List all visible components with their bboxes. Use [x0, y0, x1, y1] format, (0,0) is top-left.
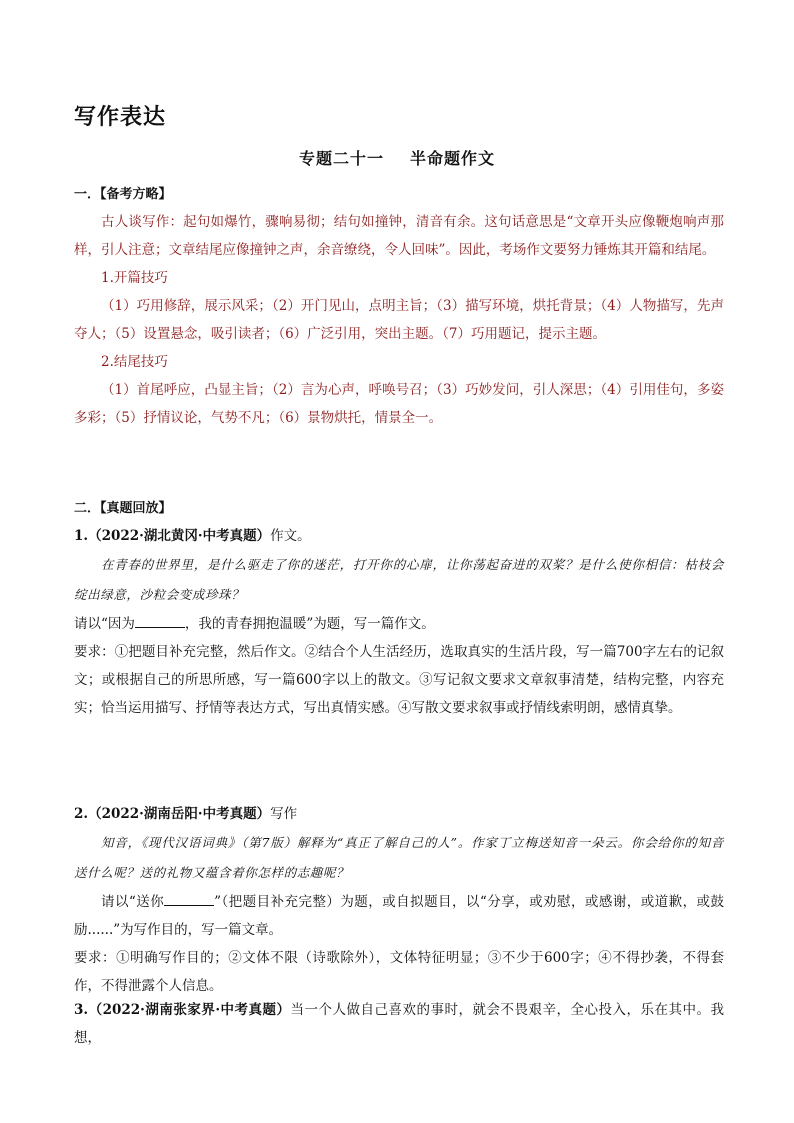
topic-number: 专题二十一: [298, 149, 384, 168]
topic-title: [0, 146, 794, 169]
ending-skills-label: 2.结尾技巧: [101, 354, 168, 370]
part1-heading: 一．【备考方略】: [74, 187, 172, 202]
question-2-type: 写作: [270, 806, 298, 822]
question-1: [74, 522, 724, 722]
question-3: [74, 996, 724, 1052]
question-3-text: 当一个人做自己喜欢的事时，就会不畏艰辛，全心投入，乐在其中。我想，: [74, 1002, 724, 1046]
topic-name: 半命题作文: [410, 149, 496, 168]
question-3-title: [74, 996, 724, 1052]
opening-skills-label: 1.开篇技巧: [101, 270, 168, 286]
ending-skills-text: （1）首尾呼应，凸显主旨；（2）言为心声，呼唤号召；（3）巧妙发问，引人深思；（4）引用佳句，多姿多彩；（5）抒情议论，气势不凡；（6）景物烘托，情景全一。: [74, 382, 724, 426]
part2-heading: 二．【真题回放】: [74, 501, 172, 516]
question-2-title: [74, 800, 724, 828]
question-1-material: 在青春的世界里，是什么驱走了你的迷茫，打开你的心扉，让你荡起奋进的双桨？是什么使你相信：枯枝会绽出绿意，沙粒会变成珍珠？: [74, 557, 724, 602]
question-3-source: 3.（2022·湖南张家界·中考真题）: [74, 1002, 291, 1018]
opening-skills-text: （1）巧用修辞，展示风采；（2）开门见山，点明主旨；（3）描写环境，烘托背景；（4）人物描写，先声夺人；（5）设置悬念，吸引读者；（6）广泛引用，突出主题。（7）巧用题记，提示主题。: [74, 298, 724, 342]
question-2: [74, 800, 724, 1000]
question-1-source: 1.（2022·湖北黄冈·中考真题）: [74, 528, 271, 544]
question-2-source: 2.（2022·湖南岳阳·中考真题）: [74, 806, 271, 822]
question-1-requirements: 要求：①把题目补充完整，然后作文。②结合个人生活经历，选取真实的生活片段，写一篇700字左右的记叙文；或根据自己的所思所感，写一篇600字以上的散文。③写记叙文要求文章叙事清楚，结构完整，内容充实；恰当运用描写、抒情等表达方式，写出真情实感。④写散文要求叙事或抒情线索明朗，感情真挚。: [74, 644, 724, 716]
question-1-type: 作文。: [270, 528, 311, 544]
title-blank: [164, 891, 214, 906]
strategy-section: [74, 208, 724, 432]
question-2-requirements: 要求：①明确写作目的；②文体不限（诗歌除外），文体特征明显；③不少于600字；④不得抄袭，不得套作，不得泄露个人信息。: [74, 950, 724, 994]
section-title: 写作表达: [74, 105, 167, 130]
question-2-prompt: 请以“送你 ”（把题目补充完整）为题，或自拟题目，以“分享，或劝慰，或感谢，或道歉，或鼓励......”为写作目的，写一篇文章。: [74, 888, 724, 944]
question-1-title: [74, 522, 724, 550]
question-2-material: 知音，《现代汉语词典》（第7版）解释为“真正了解自己的人”。作家丁立梅送知音一朵云。你会给你的知音送什么呢？送的礼物又蕴含着你怎样的志趣呢？: [74, 835, 724, 880]
strategy-intro: 古人谈写作：起句如爆竹，骤响易彻；结句如撞钟，清音有余。这句话意思是“文章开头应像鞭炮响声那样，引人注意；文章结尾应像撞钟之声，余音缭绕，令人回味”。因此，考场作文要努力锤炼其开篇和结尾。: [74, 214, 724, 258]
title-blank: [135, 613, 185, 628]
question-1-prompt: 请以“因为 ，我的青春拥抱温暖”为题，写一篇作文。: [74, 610, 724, 638]
